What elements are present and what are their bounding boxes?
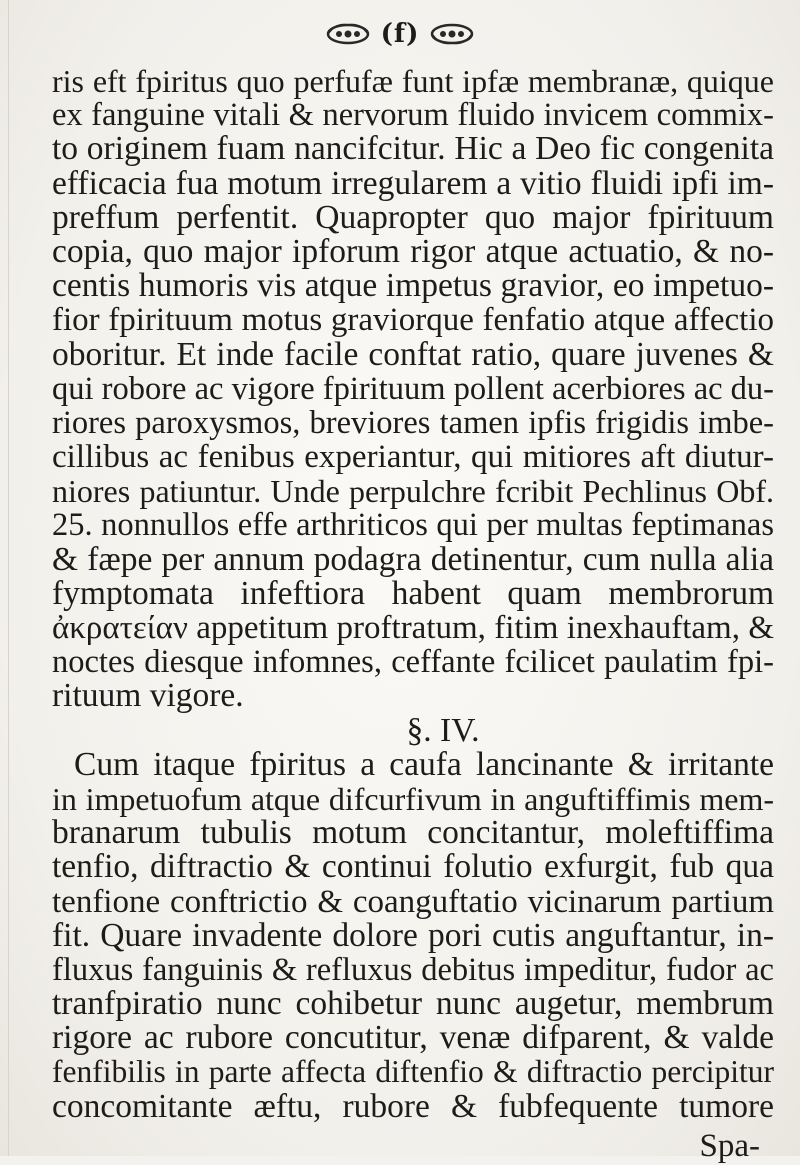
- text-line: fit. Quare invadente dolore pori cutis anguftantur, in-: [52, 916, 774, 954]
- page-header: [0, 14, 800, 54]
- text-line: tenfione conftrictio & coanguftatio vicinarum partium: [52, 883, 774, 920]
- text-line: to originem fuam nancifcitur. Hic a Deo fic congenita: [52, 130, 774, 168]
- text-line: branarum tubulis motum concitantur, moleftiffima: [52, 814, 774, 852]
- body-text: [52, 64, 774, 1124]
- text-line: oboritur. Et inde facile conftat ratio, quare juvenes &: [52, 335, 774, 373]
- text-line: in impetuofum atque difcurfivum in anguftiffimis mem-: [52, 780, 774, 817]
- text-line: ris eft fpiritus quo perfufæ funt ipfæ membranæ, quique: [52, 63, 774, 99]
- text-line: Cum itaque fpiritus a caufa lancinante & irritante: [74, 745, 774, 783]
- text-line: tenfio, diftractio & continui folutio exfurgit, fub qua: [52, 848, 774, 886]
- text-line: rituum vigore.: [52, 677, 244, 715]
- text-line: copia, quo major ipforum rigor atque actuatio, & no-: [52, 232, 774, 270]
- text-line: efficacia fua motum irregularem a vitio fluidi ipfi im-: [52, 164, 774, 202]
- text-line: riores paroxysmos, breviores tamen ipfis frigidis imbe-: [52, 404, 774, 441]
- text-line: qui robore ac vigore fpirituum pollent acerbiores ac du-: [52, 370, 774, 407]
- text-line: fymptomata infeftiora habent quam membrorum: [52, 574, 774, 612]
- catchword: Spa-: [699, 1128, 760, 1164]
- text-line: 25. nonnullos effe arthriticos qui per multas feptimanas: [52, 507, 774, 544]
- section-heading: §. IV.: [406, 711, 480, 749]
- text-line: ex fanguine vitali & nervorum fluido invicem commix-: [52, 97, 774, 134]
- text-line: & fæpe per annum podagra detinentur, cum nulla alia: [52, 540, 774, 578]
- text-line: niores patiuntur. Unde perpulchre fcribit Pechlinus Obf.: [52, 473, 774, 510]
- text-line: fluxus fanguinis & refluxus debitus impeditur, fudor ac: [52, 951, 774, 988]
- text-line: tranfpiratio nunc cohibetur nunc augetur, membrum: [52, 985, 774, 1023]
- text-line: fenfibilis in parte affecta diftenfio & diftractio percipitur: [52, 1054, 774, 1090]
- text-line: concomitante æftu, rubore & fubfequente tumore: [52, 1087, 774, 1125]
- text-line: centis humoris vis atque impetus gravior, eo impetuo-: [52, 267, 774, 305]
- text-line: preffum perfentit. Quapropter quo major fpirituum: [52, 198, 774, 236]
- page-edge-shadow: [8, 0, 9, 1156]
- printer-ornament-left-icon: [325, 21, 371, 47]
- printer-ornament-right-icon: [429, 21, 475, 47]
- text-line: noctes diesque infomnes, ceffante fcilicet paulatim fpi-: [52, 644, 774, 681]
- text-line: rigore ac rubore concutitur, venæ difparent, & valde: [52, 1019, 774, 1057]
- text-line: ἀκρατείαν appetitum proftratum, fitim inexhauftam, &: [52, 610, 774, 646]
- text-line: fior fpirituum motus graviorque fenfatio atque affectio: [52, 302, 774, 339]
- page-signature-mark: (f): [380, 19, 420, 49]
- text-line: cillibus ac fenibus experiantur, qui mitiores aft diutur-: [52, 439, 774, 476]
